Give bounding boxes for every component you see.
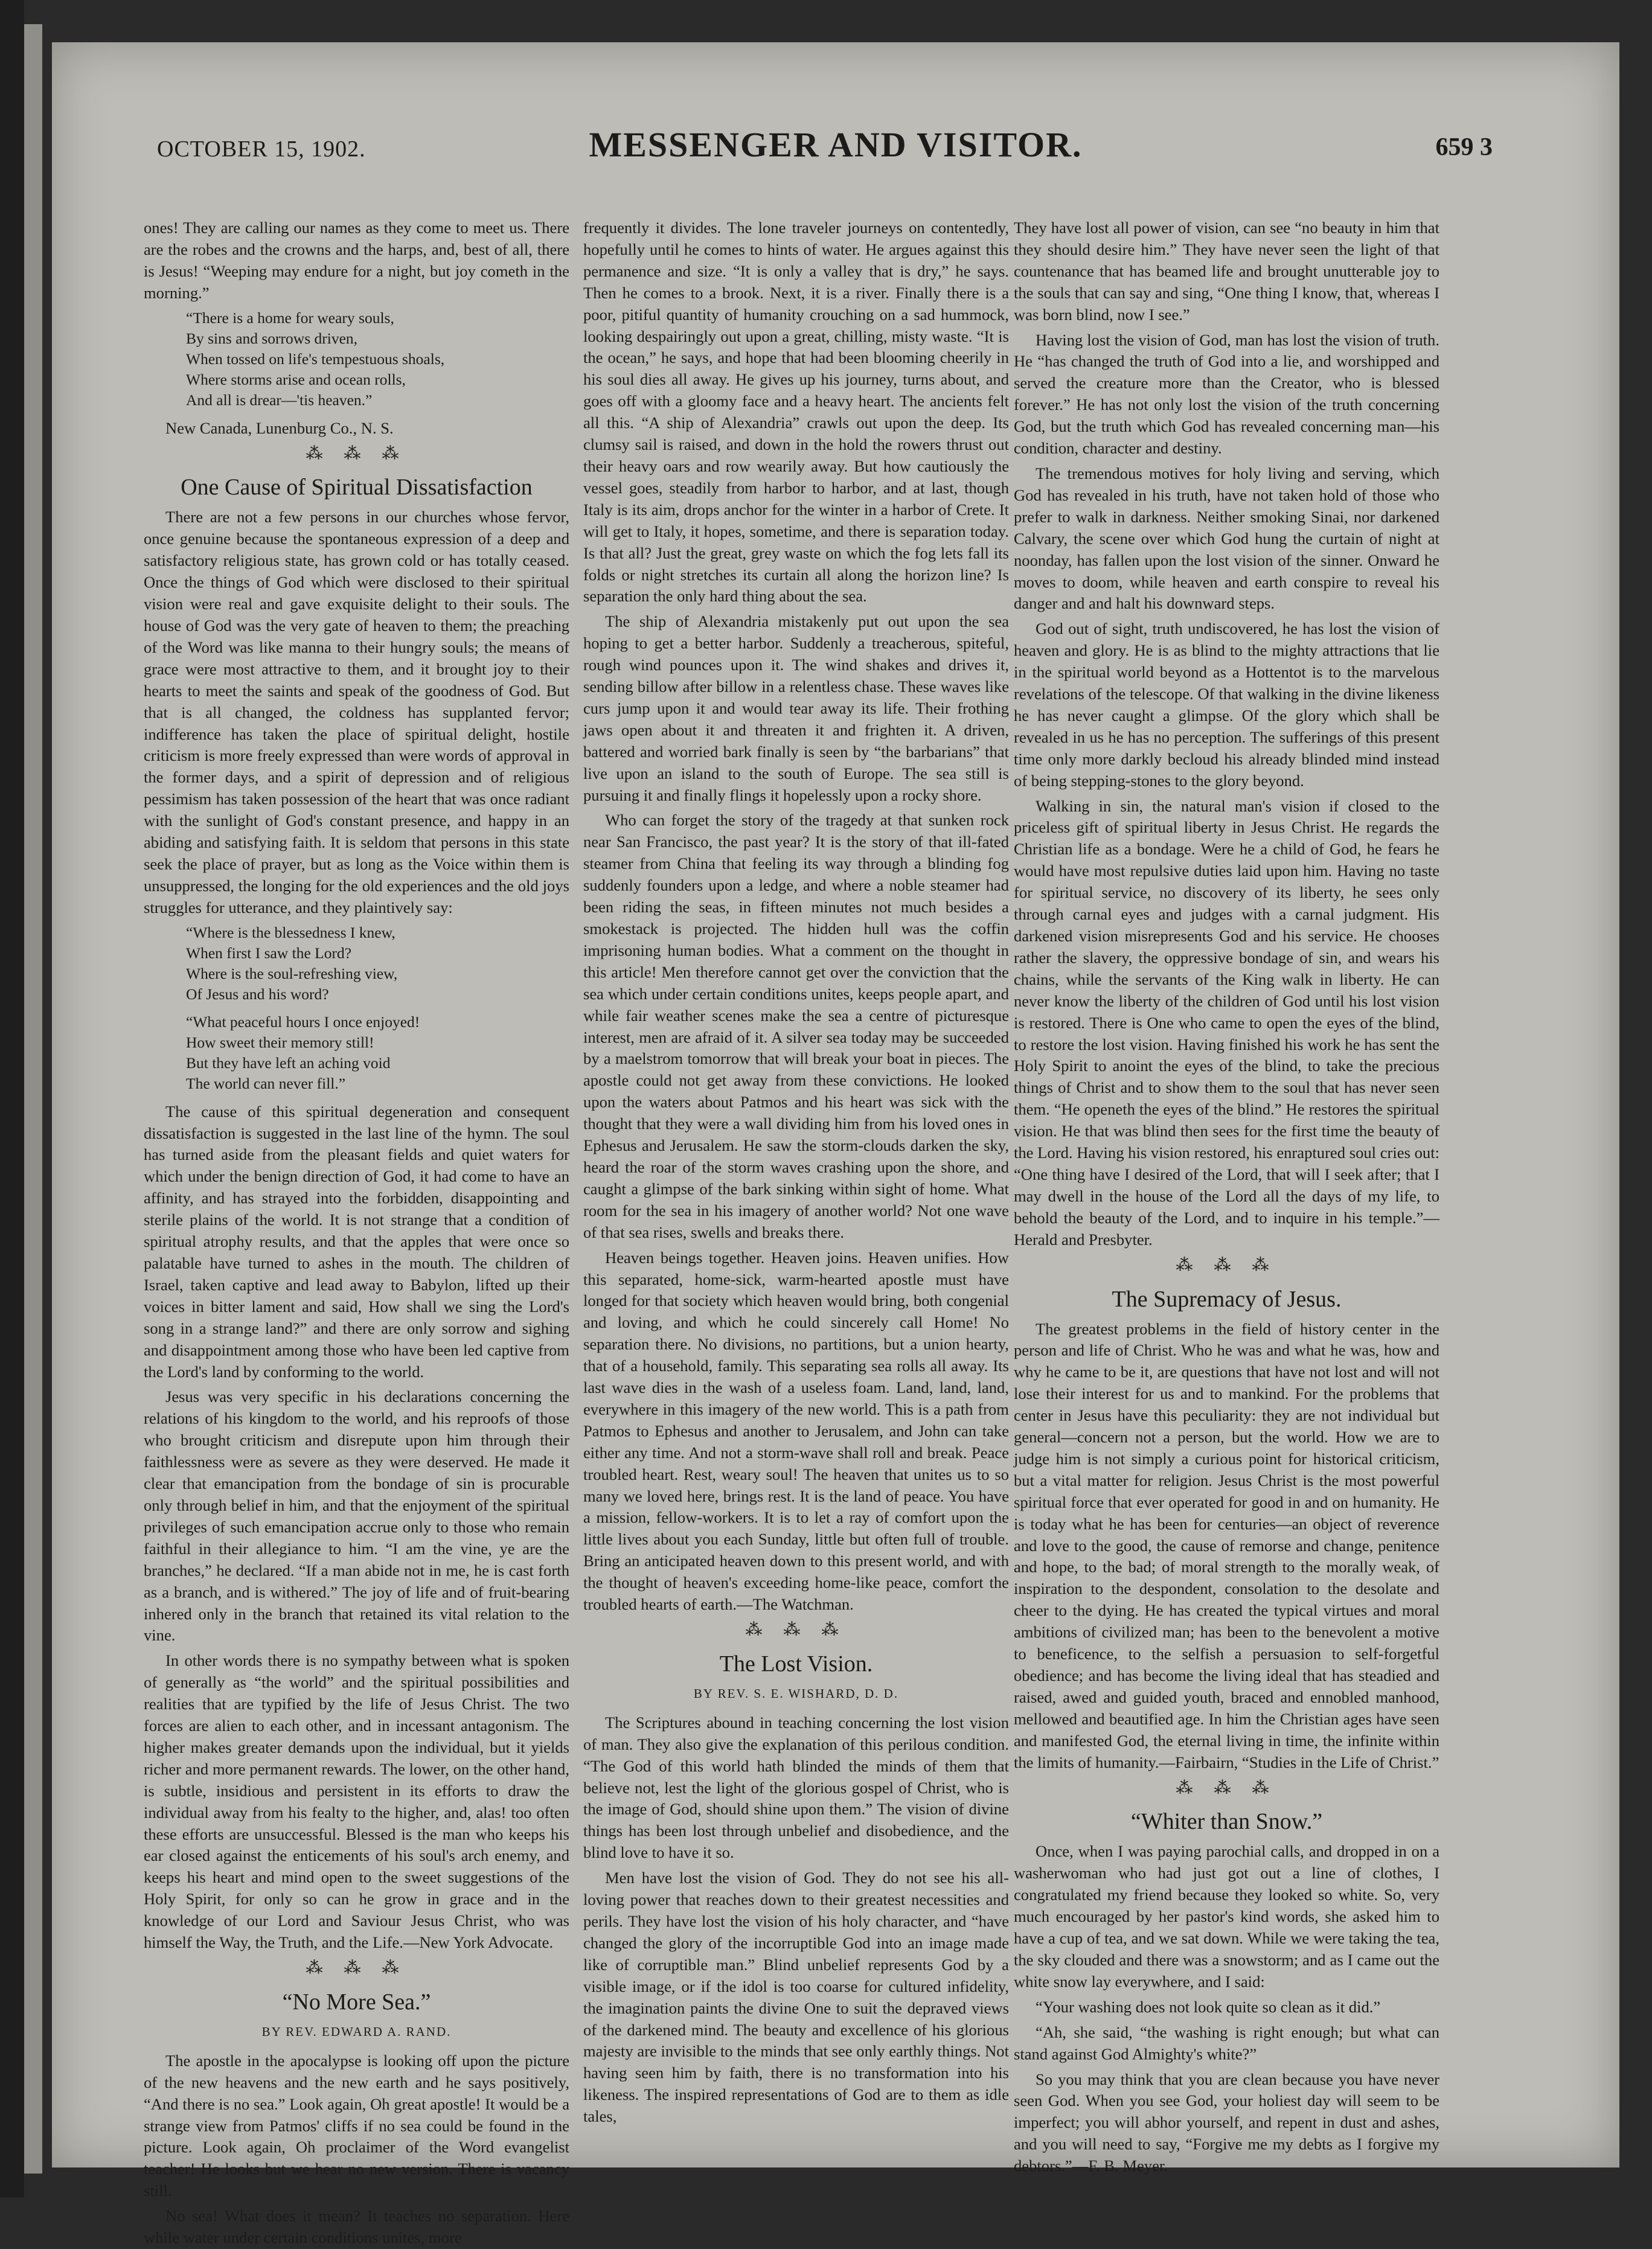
masthead-title: MESSENGER AND VISITOR.	[589, 125, 1083, 164]
section-ornament: ⁂ ⁂ ⁂	[306, 1959, 408, 1977]
article-paragraph: Once, when I was paying parochial calls, and dropped in on a washerwoman who had just got out a line of clothes, I congratulated my friend because they looked so white. So, very much encouraged by her pastor's kind words, she asked him to have a cup of tea, and we sat down. While we were taking the tea, the sky clouded and there was a snowstorm; and as I came out the white snow lay everywhere, and I said:	[1014, 1842, 1439, 1991]
article-headline: “No More Sea.”	[282, 1989, 431, 2015]
article-headline: The Lost Vision.	[719, 1651, 873, 1677]
article-continuation: ones! They are calling our names as they come to meet us. There are the robes and the crowns and the harps, and, best of all, there is Jesus! “Weeping may endure for a night, but joy cometh in the morning.”	[144, 219, 569, 302]
article-paragraph: Who can forget the story of the tragedy at that sunken rock near San Francisco, the past year? It is the story of that ill-fated steamer from China that feeling its way through a blinding fog suddenly founders upon a ledge, and where a noble steamer had been riding the seas, in fifteen minutes not much besides a smokestack is projected. The hidden hull was the coffin imprisoning human bodies. What a comment on the thought in this article! Men therefore cannot get over the conviction that the sea which under certain conditions unites, keeps people apart, and while fair weather scenes make the sea a centre of picturesque interest, men are afraid of it. A silver sea today may be succeeded by a maelstrom tomorrow that will break your boat in pieces. The apostle could not get away from these convictions. He looked upon the waters about Patmos and his heart was sick with the thought that they were a wall dividing him from his loved ones in Ephesus and Jerusalem. He saw the storm-clouds darken the sky, heard the roar of the storm waves crashing upon the shore, and caught a glimpse of the bark sinking within sight of home. What room for the sea in his imagery of another world? Not one wave of that sea rises, swells and breaks there.	[583, 811, 1009, 1241]
article-paragraph: In other words there is no sympathy between what is spoken of generally as “the world” and the spiritual possibilities and realities that are typified by the life of Jesus Christ. The two forces are alien to each other, and in incessant antagonism. The higher makes greater demands upon the individual, but it yields richer and more permanent rewards. The lower, on the other hand, is subtle, insidious and persistent in its efforts to draw the individual away from his fealty to the higher, and, alas! too often these efforts are unsuccessful. Blessed is the man who keeps his ear closed against the enticements of his soul's arch enemy, and keeps his heart and mind open to the sweet suggestions of the Holy Spirit, for only so can he grow in grace and in the knowledge of our Lord and Saviour Jesus Christ, who was himself the Way, the Truth, and the Life.—New York Advocate.	[144, 1651, 569, 1952]
article-paragraph: The ship of Alexandria mistakenly put out upon the sea hoping to get a better harbor. Suddenly a treacherous, spiteful, rough wind pounces upon it. The wind shakes and drives it, sending billow after billow in a relentless chase. These waves like curs jump upon it and would tear away its life. Their frothing jaws open about it and threaten it and frighten it. A driven, battered and worried bark finally is seen by “the barbarians” that live upon an island to the south of Europe. The sea still is pursuing it and finally flings it hopelessly upon a rocky shore.	[583, 612, 1009, 804]
article-headline: One Cause of Spiritual Dissatisfaction	[181, 475, 533, 501]
article-headline: “Whiter than Snow.”	[1130, 1809, 1323, 1835]
article-paragraph: The cause of this spiritual degeneration and consequent dissatisfaction is suggested in the last line of the hymn. The soul has turned aside from the pleasant fields and quiet waters for which under the benign direction of God, it had come to have an affinity, and has strayed into the forbidden, disappointing and sterile plains of the world. It is not strange that a condition of spiritual atrophy results, and that the apples that were once so palatable have turned to ashes in the mouth. The children of Israel, taken captive and lead away to Babylon, lifted up their voices in bitter lament and said, How shall we sing the Lord's song in a strange land?” and there are only sorrow and sighing and disappointment among those who have been led captive from the Lord's land by conforming to the world.	[144, 1102, 569, 1381]
article-paragraph: So you may think that you are clean because you have never seen God. When you see God, your holiest day will seem to be imperfect; you will abhor yourself, and repent in dust and ashes, and you will need to say, “Forgive me my debts as I forgive my debtors.”—F. B. Meyer.	[1014, 2070, 1439, 2175]
hymn-verse: “Where is the blessedness I knew, When first I saw the Lord? Where is the soul-refreshing view, Of Jesus and his word?	[186, 923, 398, 1003]
adjacent-page-edge	[24, 24, 42, 2174]
article-continuation: They have lost all power of vision, can see “no beauty in him that they should desire him.” They have never seen the light of that countenance that has beamed life and brought unutterable joy to the souls that can say and sing, “One thing I know, that, whereas I was born blind, now I see.”	[1014, 219, 1439, 324]
article-paragraph: “Ah, she said, “the washing is right enough; but what can stand against God Almighty's white?”	[1014, 2023, 1439, 2063]
section-ornament: ⁂ ⁂ ⁂	[1176, 1778, 1278, 1797]
article-headline: The Supremacy of Jesus.	[1112, 1286, 1342, 1312]
article-paragraph: Jesus was very specific in his declarations concerning the relations of his kingdom to the world, and his reproofs of those who brought criticism and disrepute upon him through their faithlessness were as severe as they were deserved. He made it clear that emancipation from the bondage of sin is procurable only through belief in him, and that the enjoyment of the spiritual privileges of such emancipation accrue only to those who remain faithful in their allegiance to him. “I am the vine, ye are the branches,” he declared. “If a man abide not in me, he is cast forth as a branch, and is withered.” The joy of life and of fruit-bearing inhered only in the branch that retained its vital relation to the vine.	[144, 1387, 569, 1645]
article-paragraph: The tremendous motives for holy living and serving, which God has revealed in his truth, have not taken hold of those who prefer to walk in darkness. Neither smoking Sinai, nor darkened Calvary, the scene over which God hung the curtain of night at noonday, has fallen upon the lost vision of the sinner. Onward he moves to doom, while heaven and earth conspire to reveal his danger and and halt his downward steps.	[1014, 464, 1439, 613]
poem: “There is a home for weary souls, By sins and sorrows driven, When tossed on life's tempestuous shoals, Where storms arise and ocean rolls, And all is drear—'tis heaven.”	[186, 309, 445, 409]
page-number: 659 3	[1435, 133, 1493, 161]
section-ornament: ⁂ ⁂ ⁂	[745, 1620, 847, 1639]
column-2	[583, 217, 1009, 2161]
article-byline: BY REV. S. E. WISHARD, D. D.	[693, 1686, 899, 1701]
article-paragraph: The greatest problems in the field of history center in the person and life of Christ. Who he was and what he was, how and why he came to be it, are questions that have not lost and will not lose their interest for us and to mankind. For the problems that center in Jesus have this peculiarity: they are not individual but general—concern not a person, but the world. How we are to judge him is not simply a curious point for historical criticism, but a vital matter for religion. Jesus Christ is the most powerful spiritual force that ever operated for good in and on humanity. He is today what he has been for centuries—an object of reverence and love to the good, the cause of remorse and change, penitence and hope, to the bad; of moral strength to the morally weak, of inspiration to the despondent, consolation to the desolate and cheer to the dying. He has created the typical virtues and moral ambitions of civilized man; has been to the benevolent a motive to beneficence, to the selfish a persuasion to self-forgetful obedience; and has become the living ideal that has steadied and raised, awed and guided youth, braced and ennobled manhood, mellowed and beautified age. In him the Christian ages have seen and manifested God, the eternal living in time, the infinite within the limits of humanity.—Fairbairn, “Studies in the Life of Christ.”	[1014, 1319, 1439, 1771]
article-paragraph: Having lost the vision of God, man has lost the vision of truth. He “has changed the truth of God into a lie, and worshipped and served the creature more than the Creator, who is blessed forever.” He has not only lost the vision of the truth concerning God, but the truth which God has revealed concerning man—his condition, character and destiny.	[1014, 330, 1439, 458]
issue-date: OCTOBER 15, 1902.	[157, 136, 366, 162]
newspaper-page	[52, 42, 1619, 2247]
article-paragraph: “Your washing does not look quite so clean as it did.”	[1036, 1997, 1381, 2016]
page-header	[52, 42, 1619, 175]
article-paragraph: The Scriptures abound in teaching concerning the lost vision of man. They also give the explanation of this perilous condition. “The God of this world hath blinded the minds of them that believe not, lest the light of the glorious gospel of Christ, who is the image of God, should shine upon them.” The vision of divine things has been lost through unbelief and disobedience, and the blind love to have it so.	[583, 1713, 1009, 1862]
article-signature: New Canada, Lunenburg Co., N. S.	[165, 418, 394, 437]
article-byline: BY REV. EDWARD A. RAND.	[261, 2024, 452, 2039]
scanner-background	[0, 0, 24, 2198]
article-paragraph: Men have lost the vision of God. They do not see his all-loving power that reaches down to their greatest necessities and perils. They have lost the vision of his holy character, and “have changed the glory of the incorruptible God into an image made like of corruptible man.” Blind unbelief represents God by a visible image, or if the idol is too coarse for cultured infidelity, the imagination paints the divine One to suit the depraved views of the darkened mind. The beauty and excellence of his glorious majesty are invisible to the minds that see only earthly things. Not having seen him by faith, there is no transformation into his likeness. The inspired representations of God are to them as idle tales,	[583, 1869, 1009, 2126]
article-paragraph: Walking in sin, the natural man's vision if closed to the priceless gift of spiritual liberty in Jesus Christ. He regards the Christian life as a bondage. Were he a child of God, he fears he would have most repulsive duties laid upon him. Having no taste for spiritual service, no discovery of its liberty, he sees only through carnal eyes and judges with a carnal judgment. His darkened vision misrepresents God and his service. He chooses rather the slavery, the oppressive bondage of sin, and wears his chains, while the servants of the King walk in liberty. He can never know the liberty of the children of God until his lost vision is restored. There is One who came to open the eyes of the blind, to restore the lost vision. Having finished his work he has sent the Holy Spirit to anoint the eyes of the blind, to take the precious things of Christ and to show them to the soul that has never seen them. “He openeth the eyes of the blind.” He restores the spiritual vision. He that was blind then sees for the first time the beauty of the Lord. Having his vision restored, his enraptured soul cries out: “One thing have I desired of the Lord, that will I seek after; that I may dwell in the house of the Lord all the days of my life, to behold the beauty of the Lord, and to inquire in his temple.”—Herald and Presbyter.	[1014, 796, 1439, 1249]
article-continuation: frequently it divides. The lone traveler journeys on contentedly, hopefully until he comes to hints of water. He argues against this permanence and size. “It is only a valley that is dry,” he says. Then he comes to a brook. Next, it is a river. Finally there is a poor, pitiful quantity of humanity crouching on a sad hummock, looking despairingly out upon a great, chilling, misty waste. “It is the ocean,” he says, and hope that had been blooming cheerily in his soul dies all away. He gives up his journey, turns about, and goes off with a gloomy face and a heavy heart. The ancients felt all this. “A ship of Alexandria” crawls out upon the deep. Its clumsy sail is raised, and down in the hold the rowers thrust out their heavy oars and row wearily away. But how cautiously the vessel goes, steadily from harbor to harbor, and at last, though Italy is its aim, drops anchor for the winter in a harbor of Crete. It will get to Italy, it hopes, sometime, and there is separation today. Is that all? Just the great, grey waste on which the fog lets fall its folds or night stretches its curtain all along the horizon line? Is separation the only hard thing about the sea.	[583, 219, 1009, 606]
article-paragraph: The apostle in the apocalypse is looking off upon the picture of the new heavens and the new earth and he says positively, “And there is no sea.” Look again, Oh great apostle! It would be a strange view from Patmos' cliffs if no sea could be found in the picture. Look again, Oh proclaimer of the Word evangelist teacher! He looks but we hear no new version. There is vacancy still.	[144, 2051, 569, 2200]
article-paragraph: There are not a few persons in our churches whose fervor, once genuine because the spontaneous expression of a deep and satisfactory religious state, has grown cold or has totally ceased. Once the things of God which were disclosed to their spiritual vision were real and gave exquisite delight to their souls. The house of God was the very gate of heaven to them; the preaching of the Word was like manna to their hungry souls; the means of grace were most attractive to them, and it brought joy to their hearts to meet the saints and speak of the goodness of God. But that is all changed, the coldness has supplanted fervor; indifference has taken the place of spiritual delight, hostile criticism is more freely expressed than were words of approval in the former days, and a spirit of depression and of religious pessimism has taken possession of the heart that was once radiant with the sunlight of God's constant presence, and happy in an abiding and satisfying faith. It is seldom that persons in this state seek the place of prayer, but as long as the Voice within them is unsuppressed, the longing for the old experiences and the old joys struggles for utterance, and they plaintively say:	[144, 508, 569, 917]
article-paragraph: Heaven beings together. Heaven joins. Heaven unifies. How this separated, home-sick, warm-hearted apostle must have longed for that society which heaven would bring, both congenial and loving, and which he could sincerely call Home! No separation there. No divisions, no partitions, but a union hearty, that of a household, family. This separating sea rolls all away. Its last wave dies in the wash of a useless foam. Land, land, land, everywhere in this imagery of the new world. This is a path from Patmos to Ephesus and another to Jerusalem, and John can take either any time. And not a storm-wave shall roll and break. Peace troubled heart. Rest, weary soul! The heaven that unites us to so many we loved here, brings rest. It is the land of peace. You have a mission, fellow-workers. It is to let a ray of comfort upon the little lives about you each Sunday, little but often full of trouble. Bring an anticipated heaven down to this present world, and with the thought of heaven's exceeding home-like peace, comfort the troubled hearts of earth.—The Watchman.	[583, 1248, 1009, 1614]
article-paragraph: God out of sight, truth undiscovered, he has lost the vision of heaven and glory. He is as blind to the mighty attractions that lie in the spiritual world beyond as a Hottentot is to the marvelous revelations of the telescope. Of that walking in the divine likeness he has never caught a glimpse. Of the glory which shall be revealed in us he has no perception. The sufferings of this present time only more darkly becloud his already blinded mind instead of being stepping-stones to the glory beyond.	[1014, 619, 1439, 790]
hymn-verse: “What peaceful hours I once enjoyed! How sweet their memory still! But they have left an aching void The world can never fill.”	[186, 1013, 420, 1092]
section-ornament: ⁂ ⁂ ⁂	[1176, 1255, 1278, 1275]
column-3	[1014, 217, 1439, 2175]
article-paragraph: No sea! What does it mean? It teaches no separation. Here while water under certain conditions unites, more	[144, 2207, 569, 2247]
column-1	[144, 217, 569, 2247]
section-ornament: ⁂ ⁂ ⁂	[306, 444, 408, 463]
